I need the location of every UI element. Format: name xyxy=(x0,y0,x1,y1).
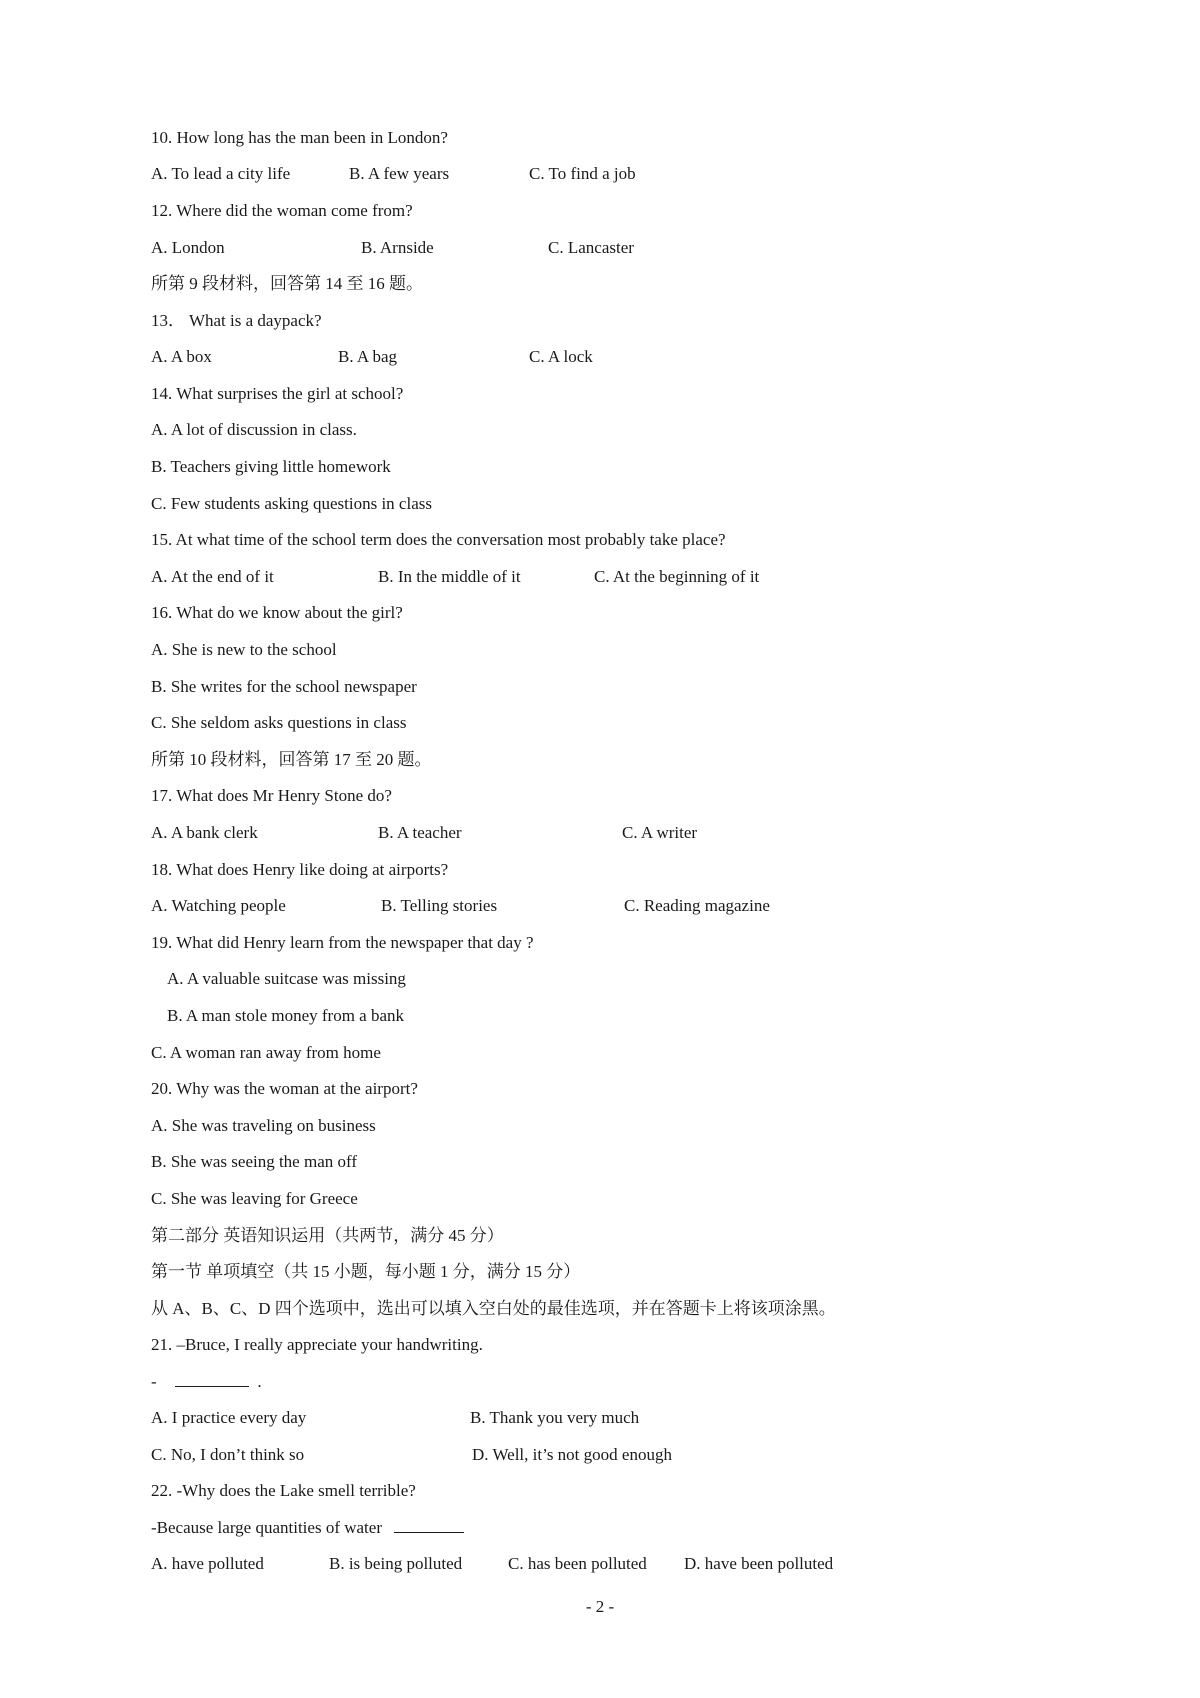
option-16-a: A. She is new to the school xyxy=(151,640,337,659)
option-14-c: C. Few students asking questions in class xyxy=(151,494,432,513)
option-22-c: C. has been polluted xyxy=(508,1554,647,1573)
question-15: 15. At what time of the school term does the conversation most probably take place? xyxy=(151,530,726,549)
option-12-a: A. London xyxy=(151,238,225,257)
option-20-b: B. She was seeing the man off xyxy=(151,1152,358,1171)
section-instruction-10: 所第 10 段材料，回答第 17 至 20 题。 xyxy=(151,750,432,769)
option-10-b: B. A few years xyxy=(349,164,450,183)
option-17-b: B. A teacher xyxy=(378,823,462,842)
option-12-c: C. Lancaster xyxy=(548,238,634,257)
question-13: 13． What is a daypack? xyxy=(151,311,322,330)
question-22-response xyxy=(151,1517,464,1539)
option-13-b: B. A bag xyxy=(338,347,398,366)
option-19-b: B. A man stole money from a bank xyxy=(167,1006,405,1025)
dash: - xyxy=(151,1372,157,1391)
option-21-a: A. I practice every day xyxy=(151,1408,307,1427)
response-text: -Because large quantities of water xyxy=(151,1518,382,1537)
option-20-c: C. She was leaving for Greece xyxy=(151,1189,358,1208)
section-instruction-9: 所第 9 段材料，回答第 14 至 16 题。 xyxy=(151,274,423,293)
option-12-b: B. Arnside xyxy=(361,238,434,257)
option-19-c: C. A woman ran away from home xyxy=(151,1043,381,1062)
question-14: 14. What surprises the girl at school? xyxy=(151,384,404,403)
option-21-d: D. Well, it’s not good enough xyxy=(472,1445,672,1464)
option-15-a: A. At the end of it xyxy=(151,567,274,586)
answer-blank xyxy=(394,1532,464,1533)
question-19: 19. What did Henry learn from the newspaper that day ? xyxy=(151,933,534,952)
option-16-c: C. She seldom asks questions in class xyxy=(151,713,407,732)
option-15-c: C. At the beginning of it xyxy=(594,567,760,586)
option-13-c: C. A lock xyxy=(529,347,593,366)
option-18-a: A. Watching people xyxy=(151,896,286,915)
option-18-c: C. Reading magazine xyxy=(624,896,770,915)
option-22-b: B. is being polluted xyxy=(329,1554,463,1573)
section-one-heading: 第一节 单项填空（共 15 小题，每小题 1 分，满分 15 分） xyxy=(151,1262,581,1281)
page-number: - 2 - xyxy=(585,1597,615,1616)
question-20: 20. Why was the woman at the airport? xyxy=(151,1079,418,1098)
question-12: 12. Where did the woman come from? xyxy=(151,201,413,220)
question-21: 21. –Bruce, I really appreciate your handwriting. xyxy=(151,1335,483,1354)
option-15-b: B. In the middle of it xyxy=(378,567,521,586)
part-two-heading: 第二部分 英语知识运用（共两节，满分 45 分） xyxy=(151,1226,504,1245)
question-21-response xyxy=(151,1371,262,1393)
question-18: 18. What does Henry like doing at airports? xyxy=(151,860,449,879)
option-19-a: A. A valuable suitcase was missing xyxy=(167,969,406,988)
answer-blank xyxy=(175,1386,249,1387)
question-22: 22. -Why does the Lake smell terrible? xyxy=(151,1481,416,1500)
option-21-c: C. No, I don’t think so xyxy=(151,1445,305,1464)
option-18-b: B. Telling stories xyxy=(381,896,498,915)
option-20-a: A. She was traveling on business xyxy=(151,1116,376,1135)
option-13-a: A. A box xyxy=(151,347,212,366)
option-21-b: B. Thank you very much xyxy=(470,1408,640,1427)
option-17-a: A. A bank clerk xyxy=(151,823,258,842)
option-10-a: A. To lead a city life xyxy=(151,164,291,183)
option-16-b: B. She writes for the school newspaper xyxy=(151,677,417,696)
period: . xyxy=(253,1372,262,1391)
question-10: 10. How long has the man been in London? xyxy=(151,128,448,147)
option-10-c: C. To find a job xyxy=(529,164,636,183)
option-22-a: A. have polluted xyxy=(151,1554,264,1573)
option-17-c: C. A writer xyxy=(622,823,698,842)
question-16: 16. What do we know about the girl? xyxy=(151,603,403,622)
section-instructions: 从 A、B、C、D 四个选项中，选出可以填入空白处的最佳选项，并在答题卡上将该项涂黑。 xyxy=(151,1299,836,1318)
question-17: 17. What does Mr Henry Stone do? xyxy=(151,786,392,805)
option-14-a: A. A lot of discussion in class. xyxy=(151,420,357,439)
option-22-d: D. have been polluted xyxy=(684,1554,834,1573)
option-14-b: B. Teachers giving little homework xyxy=(151,457,391,476)
